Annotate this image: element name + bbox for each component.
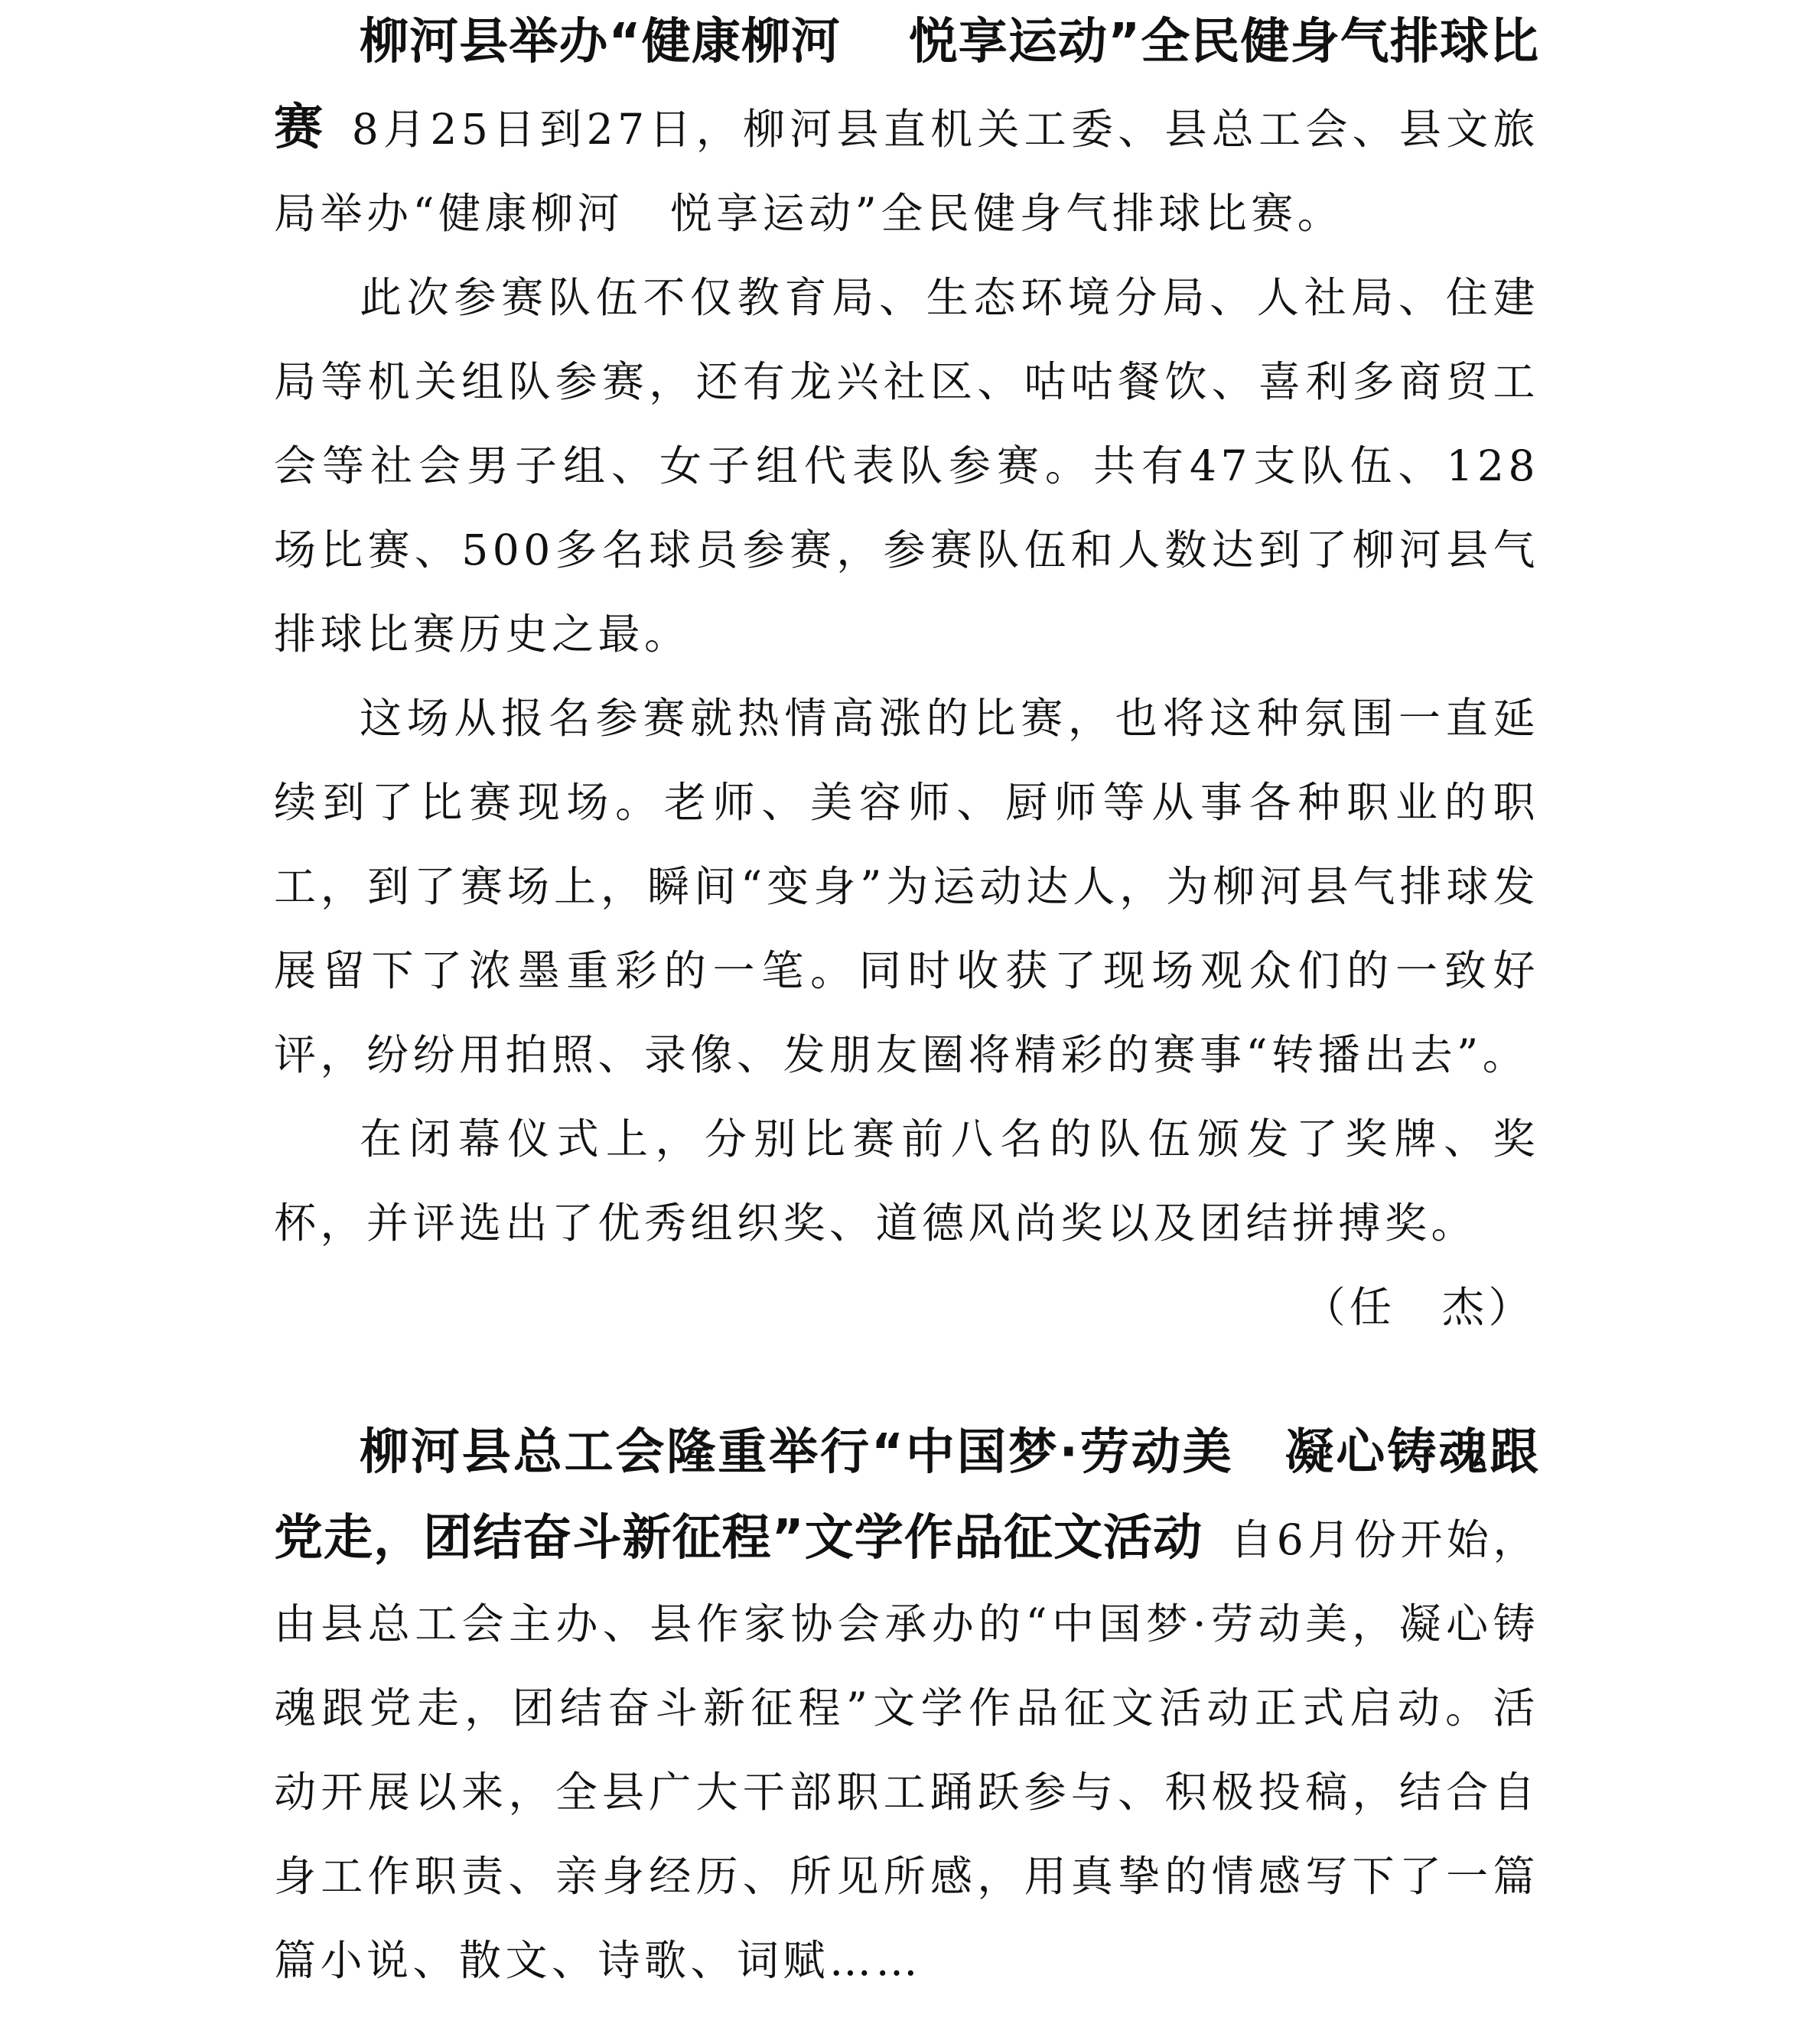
article-paragraph: 这场从报名参赛就热情高涨的比赛，也将这种氛围一直延续到了比赛现场。老师、美容师、厨师等从事各种职业的职工，到了赛场上，瞬间“变身”为运动达人，为柳河县气排球发展留下了浓墨重彩的一笔。同时收获了现场观众们的一致好评，纷纷用拍照、录像、发朋友圈将精彩的赛事“转播出去”。 (274, 694, 1539, 1079)
article-paragraph: 此次参赛队伍不仅教育局、生态环境分局、人社局、住建局等机关组队参赛，还有龙兴社区、咕咕餐饮、喜利多商贸工会等社会男子组、女子组代表队参赛。共有47支队伍、128场比赛、500多名球员参赛，参赛队伍和人数达到了柳河县气排球比赛历史之最。 (274, 273, 1539, 659)
document-page (274, 0, 1539, 2027)
lead-text: 8月25日到27日，柳河县直机关工委、县总工会、县文旅局举办“健康柳河 悦享运动”全民健身气排球比赛。 (274, 105, 1539, 238)
article-author: （任 杰） (1303, 1283, 1535, 1332)
article-lead-paragraph (274, 0, 1539, 255)
lead-text: 自6月份开始，由县总工会主办、县作家协会承办的“中国梦·劳动美，凝心铸魂跟党走，团结奋斗新征程”文学作品征文活动正式启动。活动开展以来，全县广大干部职工踊跃参与、积极投稿，结合自身工作职责、亲身经历、所见所感，用真挚的情感写下了一篇篇小说、散文、诗歌、词赋…… (274, 1515, 1539, 1985)
news-article (274, 0, 1539, 1349)
article-lead-paragraph (274, 1410, 1539, 2003)
article-headline: 柳河县总工会隆重举行“中国梦·劳动美 凝心铸魂跟党走，团结奋斗新征程”文学作品征文活动 (274, 1424, 1539, 1567)
article-headline: 柳河县举办“健康柳河 悦享运动”全民健身气排球比赛 (274, 14, 1539, 156)
article-paragraph: 在闭幕仪式上，分别比赛前八名的队伍颁发了奖牌、奖杯，并评选出了优秀组织奖、道德风尚奖以及团结拼搏奖。 (274, 1114, 1539, 1248)
news-article (274, 1410, 1539, 2003)
